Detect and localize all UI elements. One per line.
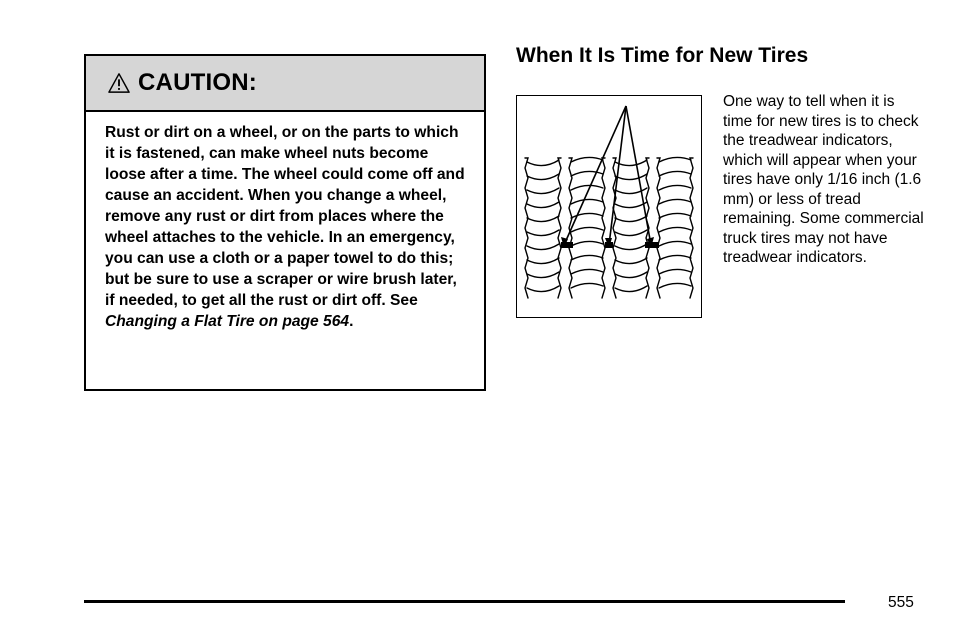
warning-triangle-icon bbox=[108, 72, 130, 94]
section-heading: When It Is Time for New Tires bbox=[516, 44, 809, 67]
page-number: 555 bbox=[888, 594, 914, 611]
caution-text bbox=[86, 112, 484, 332]
caution-title: CAUTION: bbox=[138, 69, 257, 96]
tire-tread-figure bbox=[516, 95, 702, 318]
caution-box bbox=[84, 54, 486, 391]
caution-body-end: . bbox=[349, 313, 354, 330]
tire-tread-illustration bbox=[517, 96, 701, 317]
footer-rule bbox=[84, 600, 845, 603]
caution-reference: Changing a Flat Tire on page 564 bbox=[105, 313, 350, 330]
caution-body-text: Rust or dirt on a wheel, or on the parts to which it is fastened, can make wheel nuts become loose after a time. The wheel could come off and cause an accident. When you change a wheel, remove any rust or dirt from places where the wheel attaches to the vehicle. In an emergency, you can use a cloth or a paper towel to do this; but be sure to use a scraper or wire brush later, if needed, to get all the rust or dirt off. See bbox=[105, 124, 465, 309]
caution-header bbox=[86, 56, 484, 112]
section-body: One way to tell when it is time for new tires is to check the treadwear indicators, which will appear when your tires have only 1/16 inch (1.6 mm) or less of tread remaining. Some commercial truck tires may not have treadwear indicators. bbox=[723, 93, 924, 266]
